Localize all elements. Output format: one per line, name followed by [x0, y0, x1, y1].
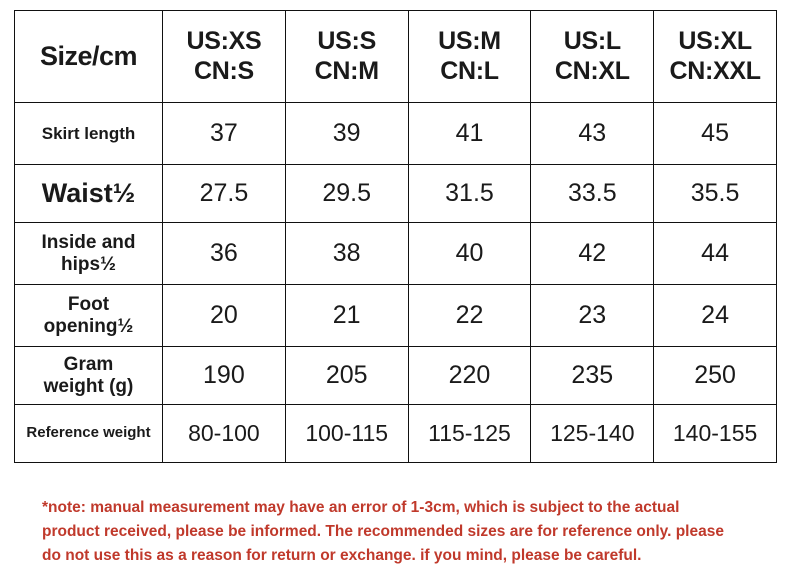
cell-reference-weight-s: 100-115	[285, 405, 408, 463]
cell-reference-weight-l: 125-140	[531, 405, 654, 463]
disclaimer-note	[42, 496, 770, 568]
cell-waist-m: 31.5	[408, 165, 531, 223]
cell-reference-weight-xl: 140-155	[654, 405, 777, 463]
cell-hips-xl: 44	[654, 223, 777, 285]
cell-waist-xl: 35.5	[654, 165, 777, 223]
row-label-inside-and-hips-line2: hips½	[61, 253, 116, 275]
cell-foot-opening-xl: 24	[654, 285, 777, 347]
header-corner-label: Size/cm	[15, 11, 163, 103]
header-size-s-cn: CN:M	[314, 56, 379, 85]
disclaimer-note-line1: *note: manual measurement may have an error of 1-3cm, which is subject to the actual	[42, 498, 680, 516]
row-label-gram-weight-line2: weight (g)	[43, 375, 134, 397]
row-label-gram-weight-line1: Gram	[63, 354, 114, 376]
row-label-gram-weight	[15, 347, 163, 405]
header-size-xs-cn: CN:S	[193, 56, 254, 85]
header-size-m-cn: CN:L	[440, 56, 499, 85]
cell-hips-xs: 36	[163, 223, 286, 285]
disclaimer-note-line3: do not use this as a reason for return or exchange. if you mind, please be careful.	[42, 546, 642, 564]
table-row-waist	[15, 165, 777, 223]
cell-hips-s: 38	[285, 223, 408, 285]
table-row-skirt-length	[15, 103, 777, 165]
header-size-xs	[163, 11, 286, 103]
cell-gram-weight-xs: 190	[163, 347, 286, 405]
cell-gram-weight-m: 220	[408, 347, 531, 405]
header-size-m	[408, 11, 531, 103]
header-size-xs-us: US:XS	[186, 27, 262, 55]
cell-gram-weight-s: 205	[285, 347, 408, 405]
cell-foot-opening-m: 22	[408, 285, 531, 347]
row-label-inside-and-hips	[15, 223, 163, 285]
cell-foot-opening-l: 23	[531, 285, 654, 347]
table-row-reference-weight	[15, 405, 777, 463]
cell-skirt-length-s: 39	[285, 103, 408, 165]
row-label-reference-weight: Reference weight	[15, 405, 163, 463]
cell-foot-opening-s: 21	[285, 285, 408, 347]
cell-skirt-length-xl: 45	[654, 103, 777, 165]
header-size-s-us: US:S	[317, 27, 376, 55]
row-label-foot-opening-line1: Foot	[67, 294, 110, 316]
cell-hips-l: 42	[531, 223, 654, 285]
table-row-inside-and-hips	[15, 223, 777, 285]
row-label-foot-opening-line2: opening½	[43, 315, 134, 337]
cell-waist-l: 33.5	[531, 165, 654, 223]
table-row-gram-weight	[15, 347, 777, 405]
cell-skirt-length-m: 41	[408, 103, 531, 165]
cell-hips-m: 40	[408, 223, 531, 285]
header-size-s	[285, 11, 408, 103]
row-label-foot-opening	[15, 285, 163, 347]
cell-foot-opening-xs: 20	[163, 285, 286, 347]
table-header-row	[15, 11, 777, 103]
cell-waist-s: 29.5	[285, 165, 408, 223]
table-row-foot-opening	[15, 285, 777, 347]
header-size-l	[531, 11, 654, 103]
size-chart-table	[14, 10, 777, 463]
cell-waist-xs: 27.5	[163, 165, 286, 223]
cell-reference-weight-m: 115-125	[408, 405, 531, 463]
header-size-l-cn: CN:XL	[554, 56, 630, 85]
header-size-xl	[654, 11, 777, 103]
cell-gram-weight-xl: 250	[654, 347, 777, 405]
row-label-skirt-length: Skirt length	[15, 103, 163, 165]
header-size-xl-cn: CN:XXL	[669, 56, 761, 85]
disclaimer-note-line2: product received, please be informed. The recommended sizes are for reference only. please	[42, 522, 724, 540]
cell-skirt-length-xs: 37	[163, 103, 286, 165]
cell-gram-weight-l: 235	[531, 347, 654, 405]
cell-reference-weight-xs: 80-100	[163, 405, 286, 463]
row-label-inside-and-hips-line1: Inside and	[41, 232, 136, 254]
header-size-xl-us: US:XL	[678, 27, 752, 55]
row-label-waist: Waist½	[15, 165, 163, 223]
header-size-l-us: US:L	[563, 27, 621, 55]
header-size-m-us: US:M	[438, 27, 501, 55]
cell-skirt-length-l: 43	[531, 103, 654, 165]
